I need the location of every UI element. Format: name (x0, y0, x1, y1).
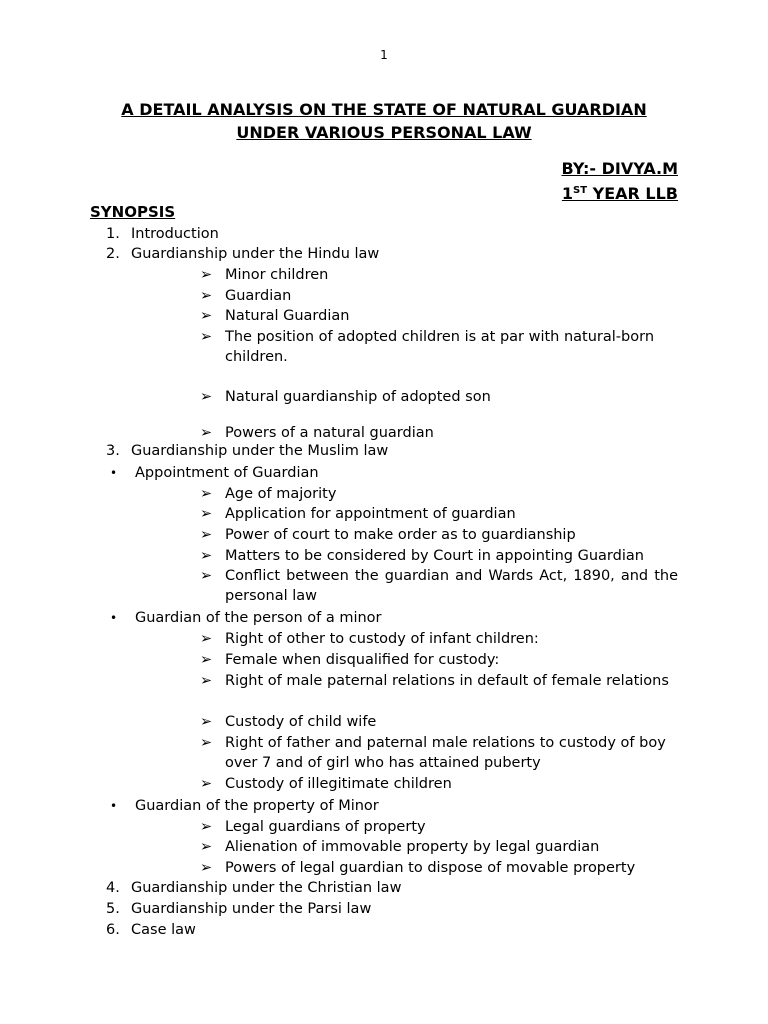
arrow-bullet-icon: ➢ (200, 267, 213, 283)
list-item: 5. Guardianship under the Parsi law (106, 901, 372, 917)
sub-list-item: ➢ The position of adopted children is at par with natural-born children. (200, 329, 655, 365)
bullet-icon: • (110, 466, 118, 480)
arrow-bullet-icon: ➢ (200, 839, 213, 855)
author-year: 1ST YEAR LLB (561, 184, 678, 203)
bullet-icon: • (110, 799, 118, 813)
arrow-bullet-icon: ➢ (200, 568, 213, 584)
list-item: 3. Guardianship under the Muslim law (106, 443, 389, 459)
sub-list-item: ➢ Custody of child wife (200, 714, 377, 730)
arrow-bullet-icon: ➢ (200, 735, 213, 751)
bullet-item: • Guardian of the person of a minor (110, 610, 382, 626)
arrow-bullet-icon: ➢ (200, 506, 213, 522)
document-title-line-1: A DETAIL ANALYSIS ON THE STATE OF NATURAL GUARDIAN (121, 100, 647, 119)
sub-list-item: ➢ Powers of legal guardian to dispose of movable property (200, 860, 636, 876)
bullet-item: • Guardian of the property of Minor (110, 798, 379, 814)
arrow-bullet-icon: ➢ (200, 673, 213, 689)
arrow-bullet-icon: ➢ (200, 652, 213, 668)
sub-list-item: ➢ Right of other to custody of infant children: (200, 631, 539, 647)
arrow-bullet-icon: ➢ (200, 714, 213, 730)
arrow-bullet-icon: ➢ (200, 819, 213, 835)
sub-list-item: ➢ Matters to be considered by Court in appointing Guardian (200, 548, 644, 564)
sub-list-item: ➢ Minor children (200, 267, 329, 283)
sub-list-item: ➢ Natural Guardian (200, 308, 350, 324)
list-item: 1. Introduction (106, 226, 219, 242)
page-number: 1 (380, 48, 388, 62)
arrow-bullet-icon: ➢ (200, 288, 213, 304)
sub-list-item: ➢ Guardian (200, 288, 292, 304)
bullet-icon: • (110, 611, 118, 625)
sub-list-item: ➢ Legal guardians of property (200, 819, 426, 835)
sub-list-item: ➢ Right of father and paternal male relations to custody of boy over 7 and of girl who has attained puberty (200, 735, 666, 771)
sub-list-item: ➢ Custody of illegitimate children (200, 776, 452, 792)
synopsis-heading: SYNOPSIS (90, 203, 176, 221)
sub-list-item: ➢ Conflict between the guardian and Wards Act, 1890, and the personal law (200, 568, 678, 604)
author-name: BY:- DIVYA.M (561, 159, 678, 178)
sub-list-item: ➢ Female when disqualified for custody: (200, 652, 500, 668)
sub-list-item: ➢ Alienation of immovable property by legal guardian (200, 839, 600, 855)
bullet-item: • Appointment of Guardian (110, 465, 319, 481)
sub-list-item: ➢ Right of male paternal relations in default of female relations (200, 673, 669, 689)
arrow-bullet-icon: ➢ (200, 308, 213, 324)
sub-list-item: ➢ Natural guardianship of adopted son (200, 389, 491, 405)
arrow-bullet-icon: ➢ (200, 425, 213, 441)
arrow-bullet-icon: ➢ (200, 631, 213, 647)
arrow-bullet-icon: ➢ (200, 527, 213, 543)
sub-list-item: ➢ Powers of a natural guardian (200, 425, 434, 441)
arrow-bullet-icon: ➢ (200, 776, 213, 792)
arrow-bullet-icon: ➢ (200, 548, 213, 564)
sub-list-item: ➢ Age of majority (200, 486, 337, 502)
list-item: 2. Guardianship under the Hindu law (106, 246, 380, 262)
arrow-bullet-icon: ➢ (200, 486, 213, 502)
document-title-line-2: UNDER VARIOUS PERSONAL LAW (236, 123, 532, 142)
sub-list-item: ➢ Application for appointment of guardian (200, 506, 516, 522)
list-item: 6. Case law (106, 922, 196, 938)
list-item: 4. Guardianship under the Christian law (106, 880, 402, 896)
arrow-bullet-icon: ➢ (200, 329, 213, 345)
arrow-bullet-icon: ➢ (200, 389, 213, 405)
sub-list-item: ➢ Power of court to make order as to guardianship (200, 527, 576, 543)
arrow-bullet-icon: ➢ (200, 860, 213, 876)
